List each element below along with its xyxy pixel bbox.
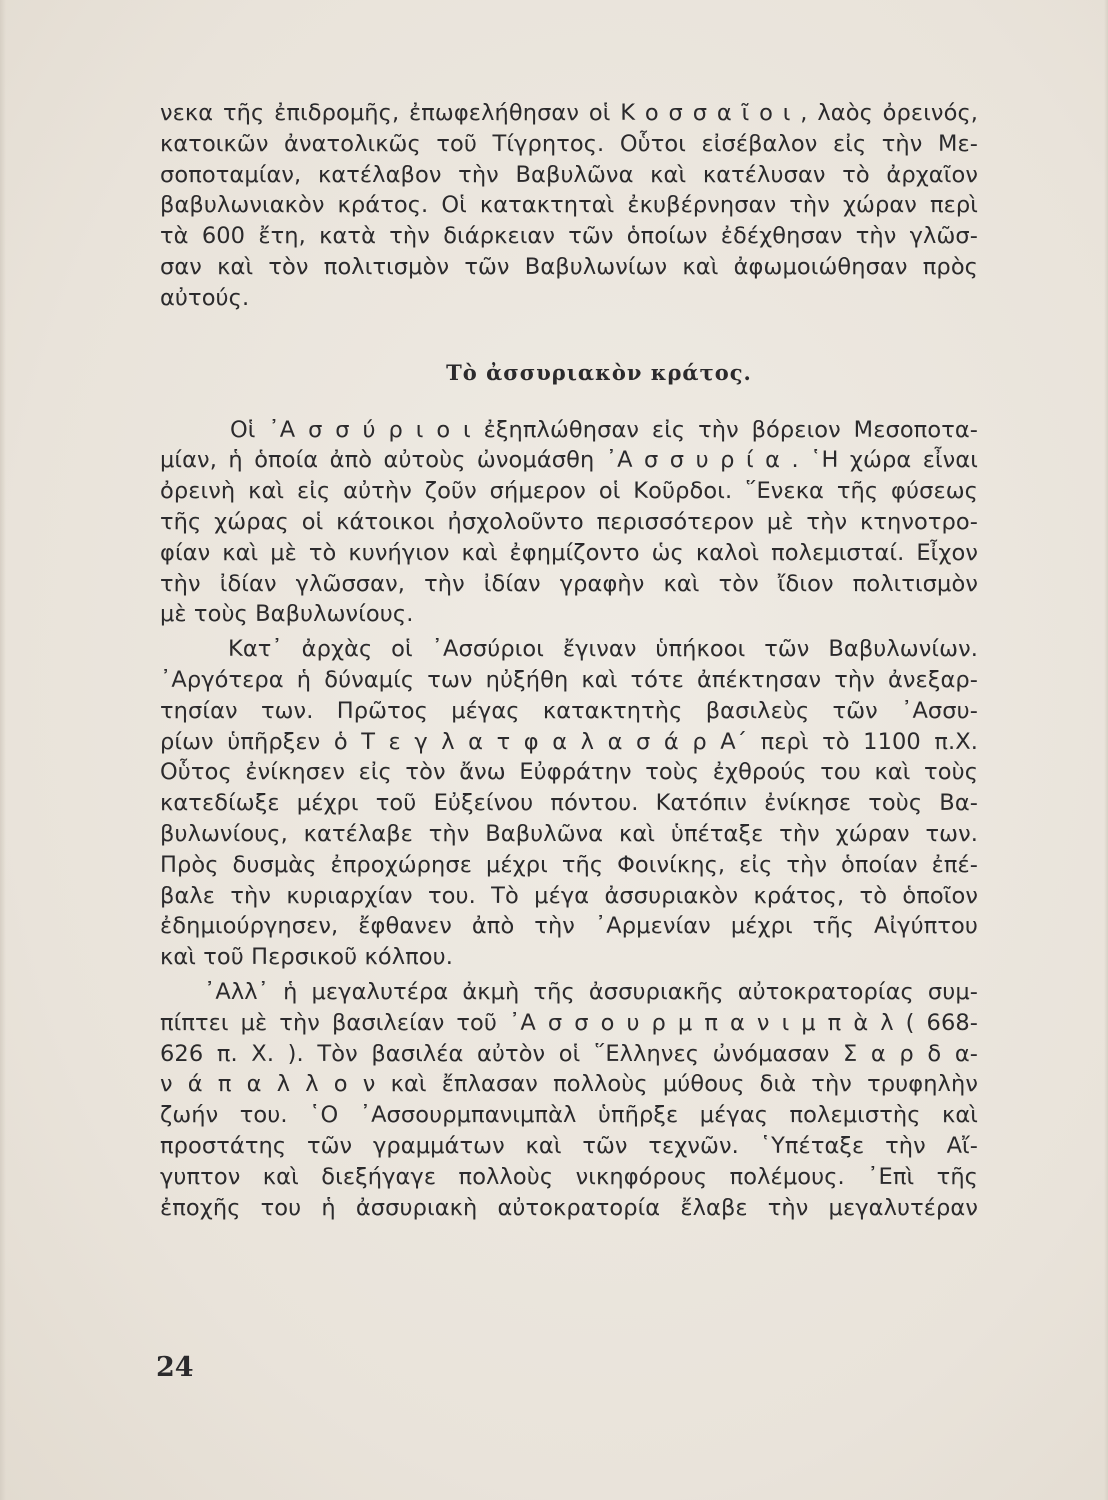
page-number: 24: [156, 1352, 194, 1383]
page-edge-right: [1104, 0, 1108, 1500]
body-text: [160, 98, 978, 1223]
text-line: βυλωνίους, κατέλαβε τὴν Βαβυλῶνα καὶ ὑπέταξε τὴν χώραν των.: [160, 820, 978, 847]
text-line: σοποταμίαν, κατέλαβον τὴν Βαβυλῶνα καὶ κατέλυσαν τὸ ἀρχαῖον: [160, 161, 978, 188]
text-line: ἐδημιούργησεν, ἔφθανεν ἀπὸ τὴν ᾿Αρμενίαν μέχρι τῆς Αἰγύπτου: [160, 913, 978, 940]
text-line: ἐποχῆς του ἡ ἀσσυριακὴ αὐτοκρατορία ἔλαβε τὴν μεγαλυτέραν: [160, 1194, 978, 1221]
text-line: φίαν καὶ μὲ τὸ κυνήγιον καὶ ἐφημίζοντο ὡς καλοὶ πολεμισταί. Εἶχον: [160, 539, 978, 566]
text-line: τησίαν των. Πρῶτος μέγας κατακτητὴς βασιλεὺς τῶν ᾿Ασσυ-: [160, 697, 978, 724]
text-line: Κατ᾿ ἀρχὰς οἱ ᾿Ασσύριοι ἔγιναν ὑπήκοοι τῶν Βαβυλωνίων.: [228, 636, 978, 663]
paragraph-4: [160, 977, 978, 1223]
text-line: 626 π. Χ. ). Τὸν βασιλέα αὐτὸν οἱ ῞Ελληνες ὠνόμασαν Σ α ρ δ α-: [160, 1040, 978, 1067]
text-line: ζωήν του. ῾Ο ᾿Ασσουρμπανιμπὰλ ὑπῆρξε μέγας πολεμιστὴς καὶ: [160, 1102, 978, 1129]
text-line: τὴν ἰδίαν γλῶσσαν, τὴν ἰδίαν γραφὴν καὶ τὸν ἴδιον πολιτισμὸν: [160, 570, 978, 597]
text-line: ν ά π α λ λ ο ν καὶ ἔπλασαν πολλοὺς μύθους διὰ τὴν τρυφηλὴν: [160, 1071, 978, 1098]
text-line: ὀρεινὴ καὶ εἰς αὐτὴν ζοῦν σήμερον οἱ Κοῦρδοι. ῞Ενεκα τῆς φύσεως: [160, 478, 978, 505]
paragraph-3: [160, 634, 978, 973]
text-line: Πρὸς δυσμὰς ἐπροχώρησε μέχρι τῆς Φοινίκης, εἰς τὴν ὁποίαν ἐπέ-: [160, 851, 978, 878]
text-line: ρίων ὑπῆρξεν ὁ Τ ε γ λ α τ φ α λ α σ ά ρ Α΄ περὶ τὸ 1100 π.Χ.: [160, 728, 978, 755]
text-line: βαλε τὴν κυριαρχίαν του. Τὸ μέγα ἀσσυριακὸν κράτος, τὸ ὁποῖον: [160, 882, 978, 909]
text-line: νεκα τῆς ἐπιδρομῆς, ἐπωφελήθησαν οἱ Κ ο σ σ α ῖ ο ι , λαὸς ὀρεινός,: [160, 100, 978, 126]
text-line: βαβυλωνιακὸν κράτος. Οἱ κατακτηταὶ ἐκυβέρνησαν τὴν χώραν περὶ: [160, 192, 978, 219]
text-line: πίπτει μὲ τὴν βασιλείαν τοῦ ᾿Α σ σ ο υ ρ μ π α ν ι μ π ὰ λ ( 668-: [160, 1009, 978, 1036]
text-line: Οὗτος ἐνίκησεν εἰς τὸν ἄνω Εὐφράτην τοὺς ἐχθρούς του καὶ τοὺς: [160, 759, 978, 786]
text-line: μίαν, ἡ ὁποία ἀπὸ αὐτοὺς ὠνομάσθη ᾿Α σ σ υ ρ ί α . ῾Η χώρα εἶναι: [160, 447, 978, 474]
text-line: σαν καὶ τὸν πολιτισμὸν τῶν Βαβυλωνίων καὶ ἀφωμοιώθησαν πρὸς: [160, 253, 978, 280]
text-line: ᾿Αργότερα ἡ δύναμίς των ηὐξήθη καὶ τότε ἀπέκτησαν τὴν ἀνεξαρ-: [160, 666, 978, 693]
text-line: Οἱ ᾿Α σ σ ύ ρ ι ο ι ἐξηπλώθησαν εἰς τὴν βόρειον Μεσοποτα-: [230, 416, 978, 443]
text-line: αὐτούς.: [160, 284, 250, 311]
text-line: καὶ τοῦ Περσικοῦ κόλπου.: [160, 944, 453, 971]
paragraph-2: [160, 415, 978, 631]
text-line: κατοικῶν ἀνατολικῶς τοῦ Τίγρητος. Οὗτοι εἰσέβαλον εἰς τὴν Με-: [160, 130, 978, 157]
text-line: γυπτον καὶ διεξήγαγε πολλοὺς νικηφόρους πολέμους. ᾿Επὶ τῆς: [160, 1163, 978, 1190]
text-line: ᾿Αλλ᾿ ἡ μεγαλυτέρα ἀκμὴ τῆς ἀσσυριακῆς αὐτοκρατορίας συμ-: [204, 978, 978, 1005]
text-line: προστάτης τῶν γραμμάτων καὶ τῶν τεχνῶν. ῾Υπέταξε τὴν Αἴ-: [160, 1132, 978, 1159]
text-line: τὰ 600 ἔτη, κατὰ τὴν διάρκειαν τῶν ὁποίων ἐδέχθησαν τὴν γλῶσ-: [160, 223, 978, 250]
text-line: μὲ τοὺς Βαβυλωνίους.: [160, 601, 414, 628]
page-edge-left: [0, 0, 6, 1500]
section-heading: Τὸ ἀσσυριακὸν κράτος.: [446, 359, 752, 385]
paragraph-1: [160, 98, 978, 314]
text-line: κατεδίωξε μέχρι τοῦ Εὐξείνου πόντου. Κατόπιν ἐνίκησε τοὺς Βα-: [160, 790, 978, 817]
text-line: τῆς χώρας οἱ κάτοικοι ἠσχολοῦντο περισσότερον μὲ τὴν κτηνοτρο-: [160, 508, 978, 535]
